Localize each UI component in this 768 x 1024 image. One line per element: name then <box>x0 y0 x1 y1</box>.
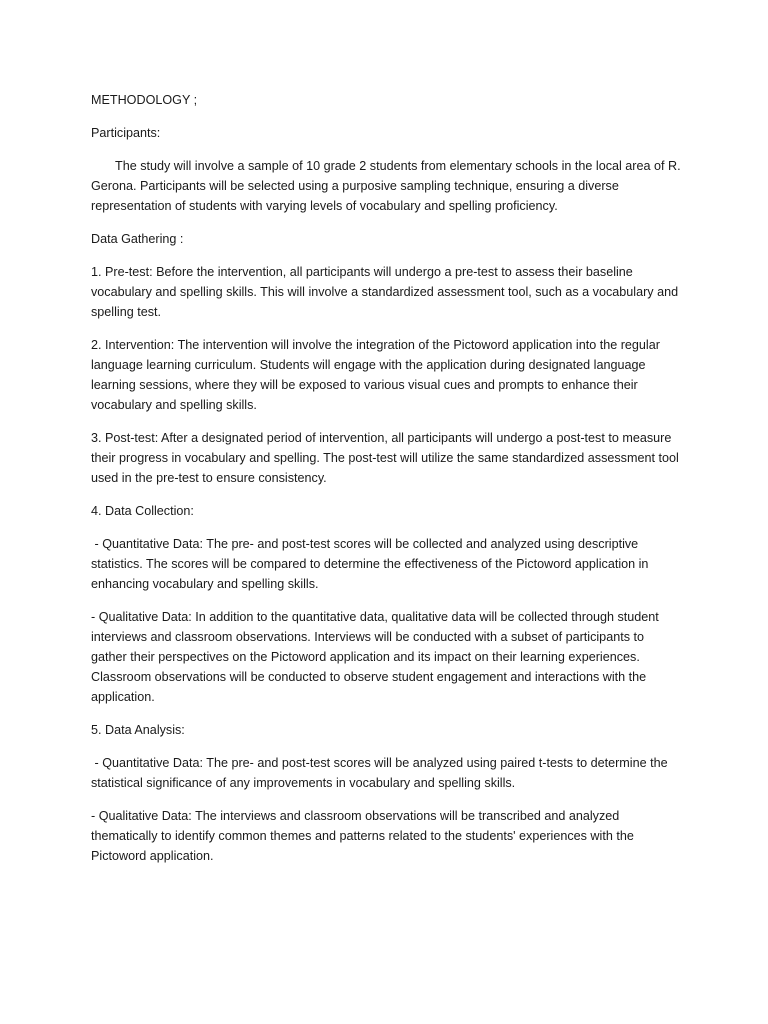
document-page <box>91 90 685 879</box>
methodology-heading: METHODOLOGY ; <box>91 93 198 107</box>
analysis-qualitative-paragraph: - Qualitative Data: The interviews and classroom observations will be transcribed and analyzed thematically to identify common themes and patterns related to the students' experiences with the Pictoword application. <box>91 809 638 863</box>
pretest-paragraph: 1. Pre-test: Before the intervention, all participants will undergo a pre-test to assess their baseline vocabulary and spelling skills. This will involve a standardized assessment tool, such as a vocabulary and spelling test. <box>91 265 682 319</box>
participants-paragraph: The study will involve a sample of 10 grade 2 students from elementary schools in the local area of R. Gerona. Participants will be selected using a purposive sampling technique, ensuring a diverse representation of students with varying levels of vocabulary and spelling proficiency. <box>91 159 685 213</box>
data-gathering-heading: Data Gathering : <box>91 232 184 246</box>
analysis-quantitative-paragraph: - Quantitative Data: The pre- and post-test scores will be analyzed using paired t-tests to determine the statistical significance of any improvements in vocabulary and spelling skills. <box>91 756 672 790</box>
intervention-paragraph: 2. Intervention: The intervention will involve the integration of the Pictoword application into the regular language learning curriculum. Students will engage with the application during designated language learning sessions, where they will be exposed to various visual cues and prompts to enhance their vocabulary and spelling skills. <box>91 338 664 412</box>
collection-quantitative-paragraph: - Quantitative Data: The pre- and post-test scores will be collected and analyzed using descriptive statistics. The scores will be compared to determine the effectiveness of the Pictoword application in enhancing vocabulary and spelling skills. <box>91 537 652 591</box>
posttest-paragraph: 3. Post-test: After a designated period of intervention, all participants will undergo a post-test to measure their progress in vocabulary and spelling. The post-test will utilize the same standardized assessment tool used in the pre-test to ensure consistency. <box>91 431 683 485</box>
collection-qualitative-paragraph: - Qualitative Data: In addition to the quantitative data, qualitative data will be collected through student interviews and classroom observations. Interviews will be conducted with a subset of participants to gather their perspectives on the Pictoword application and its impact on their learning experiences. Classroom observations will be conducted to observe student engagement and interactions with the application. <box>91 610 663 704</box>
participants-heading: Participants: <box>91 126 161 140</box>
data-collection-heading: 4. Data Collection: <box>91 504 194 518</box>
data-analysis-heading: 5. Data Analysis: <box>91 723 185 737</box>
